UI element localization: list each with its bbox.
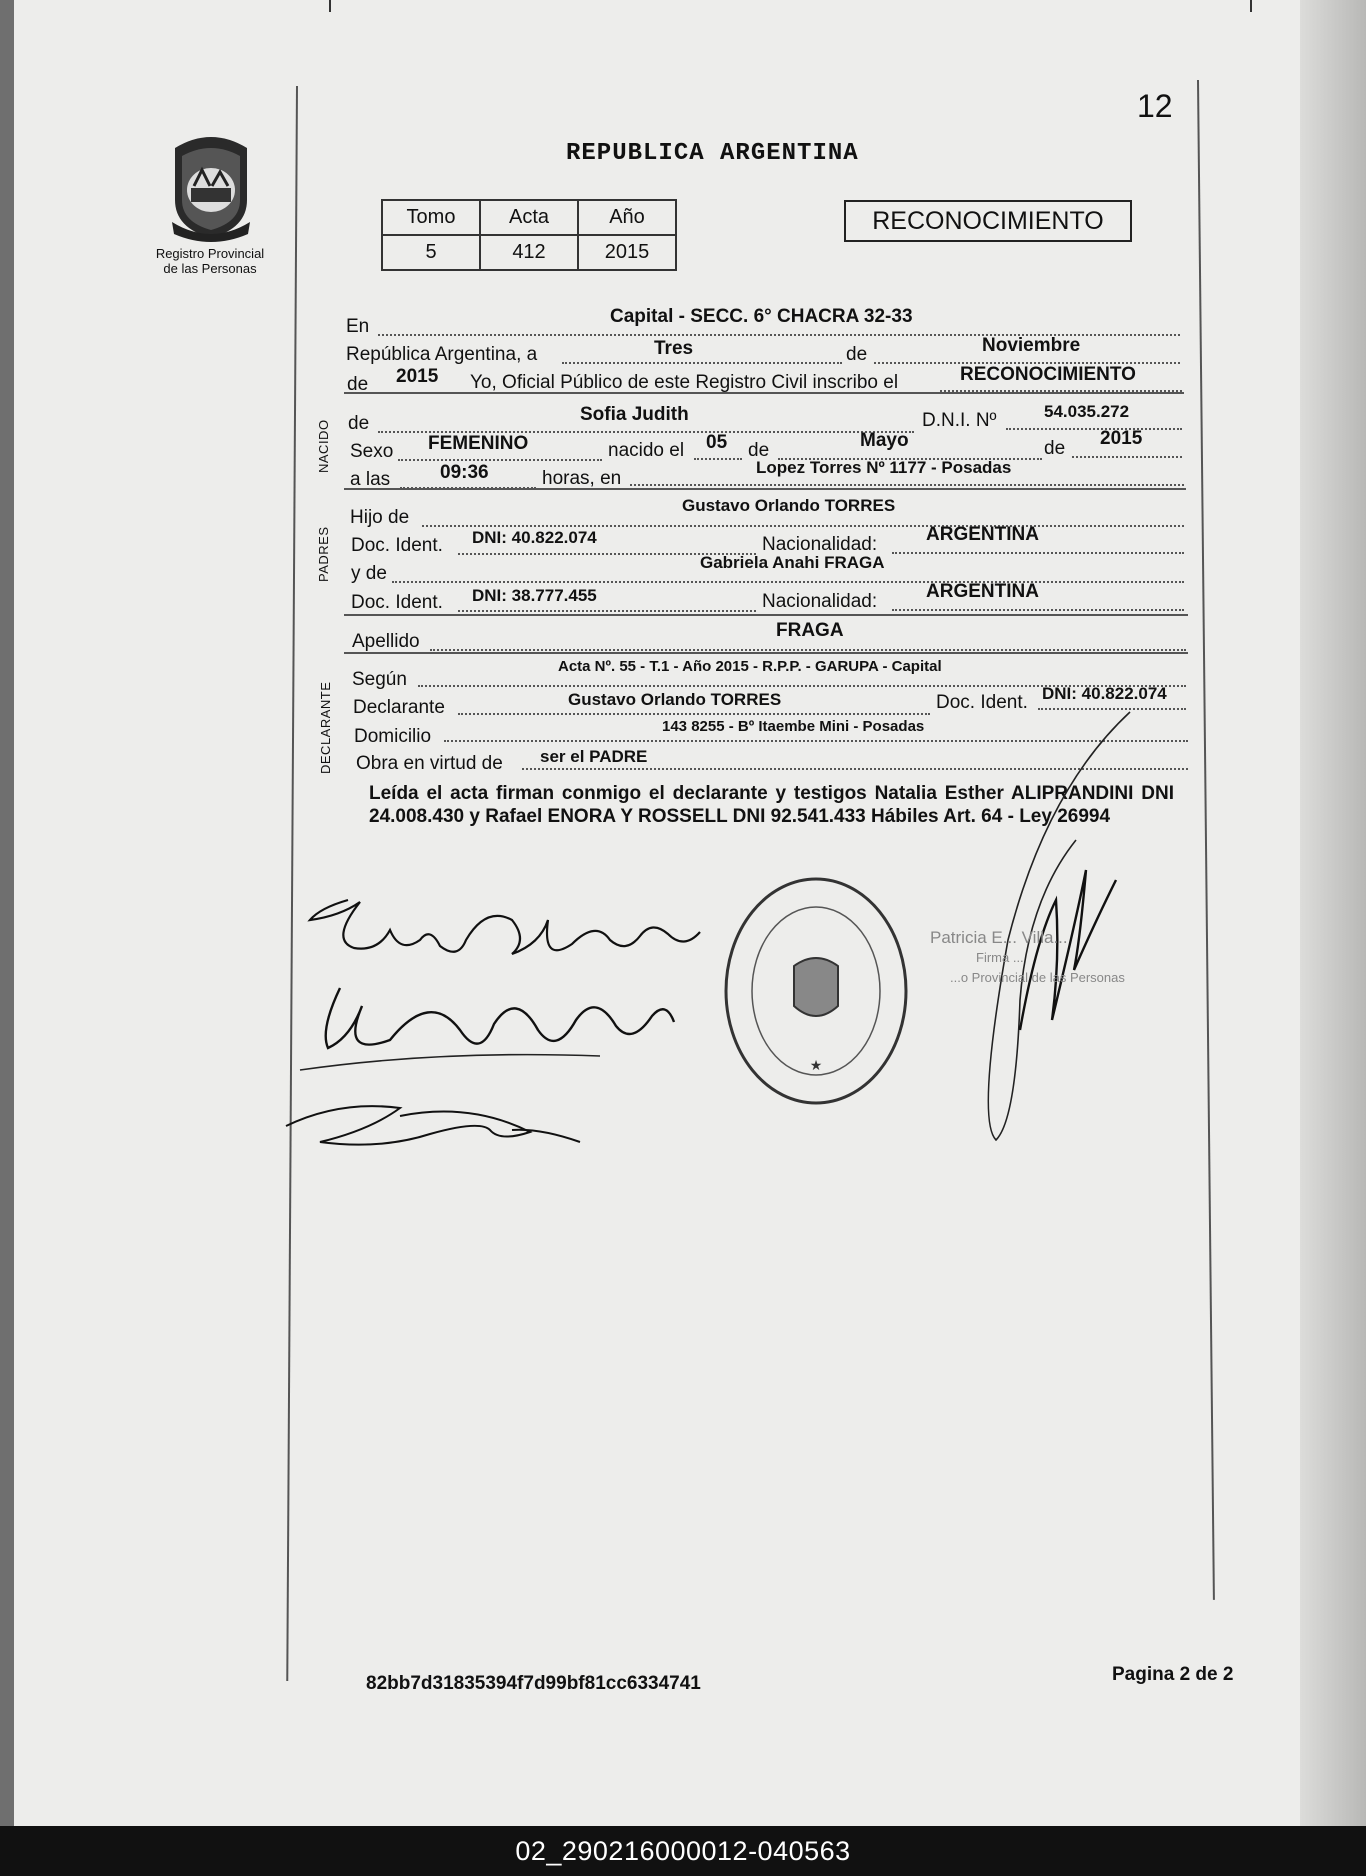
province-emblem-icon bbox=[160, 130, 262, 242]
value-madre: Gabriela Anahi FRAGA bbox=[700, 553, 885, 572]
value-obra: ser el PADRE bbox=[540, 747, 648, 766]
value-declarante: Gustavo Orlando TORRES bbox=[568, 690, 782, 709]
label-nacionalidad-madre: Nacionalidad: bbox=[762, 591, 878, 612]
emblem-caption-line2: de las Personas bbox=[163, 261, 257, 276]
label-hijo-de: Hijo de bbox=[350, 507, 410, 528]
label-yo-oficial: Yo, Oficial Público de este Registro Civil inscribo el bbox=[470, 372, 899, 393]
section-declarante-label: DECLARANTE bbox=[318, 681, 333, 774]
official-line2: Firma ... bbox=[976, 950, 1024, 965]
page-edge bbox=[1300, 0, 1366, 1826]
label-segun: Según bbox=[352, 669, 407, 690]
acta-header-anio: Año bbox=[578, 200, 676, 235]
value-padre-nac: ARGENTINA bbox=[926, 524, 1039, 545]
section-padres-label: PADRES bbox=[316, 526, 331, 582]
official-signature bbox=[956, 700, 1176, 1150]
svg-text:★: ★ bbox=[809, 1057, 823, 1073]
value-madre-doc: DNI: 38.777.455 bbox=[472, 586, 597, 605]
file-label: 02_290216000012-040563 bbox=[0, 1826, 1366, 1876]
label-de-nombre: de bbox=[348, 413, 370, 434]
official-name-block bbox=[930, 928, 1125, 988]
value-madre-nac: ARGENTINA bbox=[926, 581, 1039, 602]
value-lugar-nac: Lopez Torres Nº 1177 - Posadas bbox=[756, 458, 1012, 477]
value-padre: Gustavo Orlando TORRES bbox=[682, 496, 896, 515]
value-dia-nac: 05 bbox=[706, 432, 728, 453]
value-mes: Noviembre bbox=[982, 335, 1081, 356]
separator bbox=[344, 392, 1184, 394]
emblem-caption bbox=[142, 246, 278, 276]
page-number: 12 bbox=[1137, 88, 1173, 124]
value-dni-nacido: 54.035.272 bbox=[1044, 402, 1130, 421]
official-stamp bbox=[718, 870, 918, 1112]
value-sexo: FEMENINO bbox=[428, 433, 529, 454]
value-declarante-doc: DNI: 40.822.074 bbox=[1042, 684, 1167, 703]
label-republica: República Argentina, a bbox=[346, 344, 538, 365]
dotted-line bbox=[562, 362, 842, 364]
section-nacido-label: NACIDO bbox=[316, 419, 331, 473]
label-doc-ident-madre: Doc. Ident. bbox=[351, 592, 443, 613]
label-doc-ident-padre: Doc. Ident. bbox=[351, 535, 443, 556]
value-lugar: Capital - SECC. 6° CHACRA 32-33 bbox=[610, 306, 913, 327]
dotted-line bbox=[892, 552, 1184, 554]
value-nombre: Sofia Judith bbox=[580, 404, 689, 425]
value-hora-nac: 09:36 bbox=[440, 462, 489, 483]
label-dni: D.N.I. Nº bbox=[922, 410, 997, 431]
acta-table-header-row bbox=[382, 200, 676, 235]
value-anio: 2015 bbox=[396, 366, 439, 387]
acta-value-tomo: 5 bbox=[382, 235, 480, 270]
official-name: Patricia E... Villa... bbox=[930, 928, 1068, 947]
label-declarante: Declarante bbox=[353, 697, 445, 718]
label-en: En bbox=[346, 316, 370, 337]
witness-signatures bbox=[280, 880, 720, 1180]
acta-table bbox=[381, 199, 677, 271]
value-domicilio: 143 8255 - Bº Itaembe Mini - Posadas bbox=[662, 718, 925, 735]
label-de-nac-mes: de bbox=[748, 440, 770, 461]
dotted-line bbox=[458, 713, 930, 715]
label-a-las: a las bbox=[350, 469, 391, 490]
document-hash: 82bb7d31835394f7d99bf81cc6334741 bbox=[366, 1673, 701, 1694]
label-apellido: Apellido bbox=[352, 631, 420, 652]
value-anio-nac: 2015 bbox=[1100, 428, 1143, 449]
label-nacido-el: nacido el bbox=[608, 440, 685, 461]
document-title: REPUBLICA ARGENTINA bbox=[566, 140, 859, 167]
page-indicator: Pagina 2 de 2 bbox=[1112, 1664, 1234, 1685]
dotted-line bbox=[1072, 456, 1182, 458]
top-mark bbox=[329, 0, 331, 12]
official-line3: ...o Provincial de las Personas bbox=[950, 970, 1125, 985]
separator bbox=[344, 488, 1186, 490]
dotted-line bbox=[892, 609, 1184, 611]
label-doc-ident-declarante: Doc. Ident. bbox=[936, 692, 1028, 713]
label-de-anio: de bbox=[347, 374, 369, 395]
dotted-line bbox=[458, 610, 756, 612]
dotted-line bbox=[630, 484, 1184, 486]
top-mark bbox=[1250, 0, 1252, 12]
acta-table-value-row bbox=[382, 235, 676, 270]
label-nacionalidad-padre: Nacionalidad: bbox=[762, 534, 878, 555]
label-obra: Obra en virtud de bbox=[356, 753, 503, 774]
dotted-line bbox=[398, 459, 602, 461]
label-horas-en: horas, en bbox=[542, 468, 622, 489]
acta-value-acta: 412 bbox=[480, 235, 578, 270]
dotted-line bbox=[422, 525, 1184, 527]
dotted-line bbox=[694, 458, 742, 460]
value-tipo-inscripcion: RECONOCIMIENTO bbox=[960, 364, 1136, 385]
label-domicilio: Domicilio bbox=[354, 726, 432, 747]
emblem-caption-line1: Registro Provincial bbox=[155, 246, 265, 261]
acta-value-anio: 2015 bbox=[578, 235, 676, 270]
dotted-line bbox=[1006, 428, 1182, 430]
label-de-nac-anio: de bbox=[1044, 438, 1066, 459]
value-apellido: FRAGA bbox=[776, 620, 844, 641]
separator bbox=[344, 652, 1188, 654]
label-sexo: Sexo bbox=[350, 441, 394, 462]
value-dia: Tres bbox=[654, 338, 694, 359]
label-de-mes: de bbox=[846, 344, 868, 365]
acta-header-tomo: Tomo bbox=[382, 200, 480, 235]
acta-header-acta: Acta bbox=[480, 200, 578, 235]
value-padre-doc: DNI: 40.822.074 bbox=[472, 528, 597, 547]
value-mes-nac: Mayo bbox=[860, 430, 909, 451]
value-segun: Acta Nº. 55 - T.1 - Año 2015 - R.P.P. - GARUPA - Capital bbox=[558, 658, 942, 675]
separator bbox=[344, 614, 1188, 616]
closing-statement: Leída el acta firman conmigo el declarante y testigos Natalia Esther ALIPRANDINI DNI 24.008.430 y Rafael ENORA Y ROSSELL DNI 92.541.433 Hábiles Art. 64 - Ley 26994 bbox=[369, 783, 1174, 827]
label-y-de: y de bbox=[351, 563, 387, 584]
dotted-line bbox=[430, 649, 1186, 651]
dotted-line bbox=[392, 581, 1184, 583]
record-type-box: RECONOCIMIENTO bbox=[844, 200, 1132, 242]
